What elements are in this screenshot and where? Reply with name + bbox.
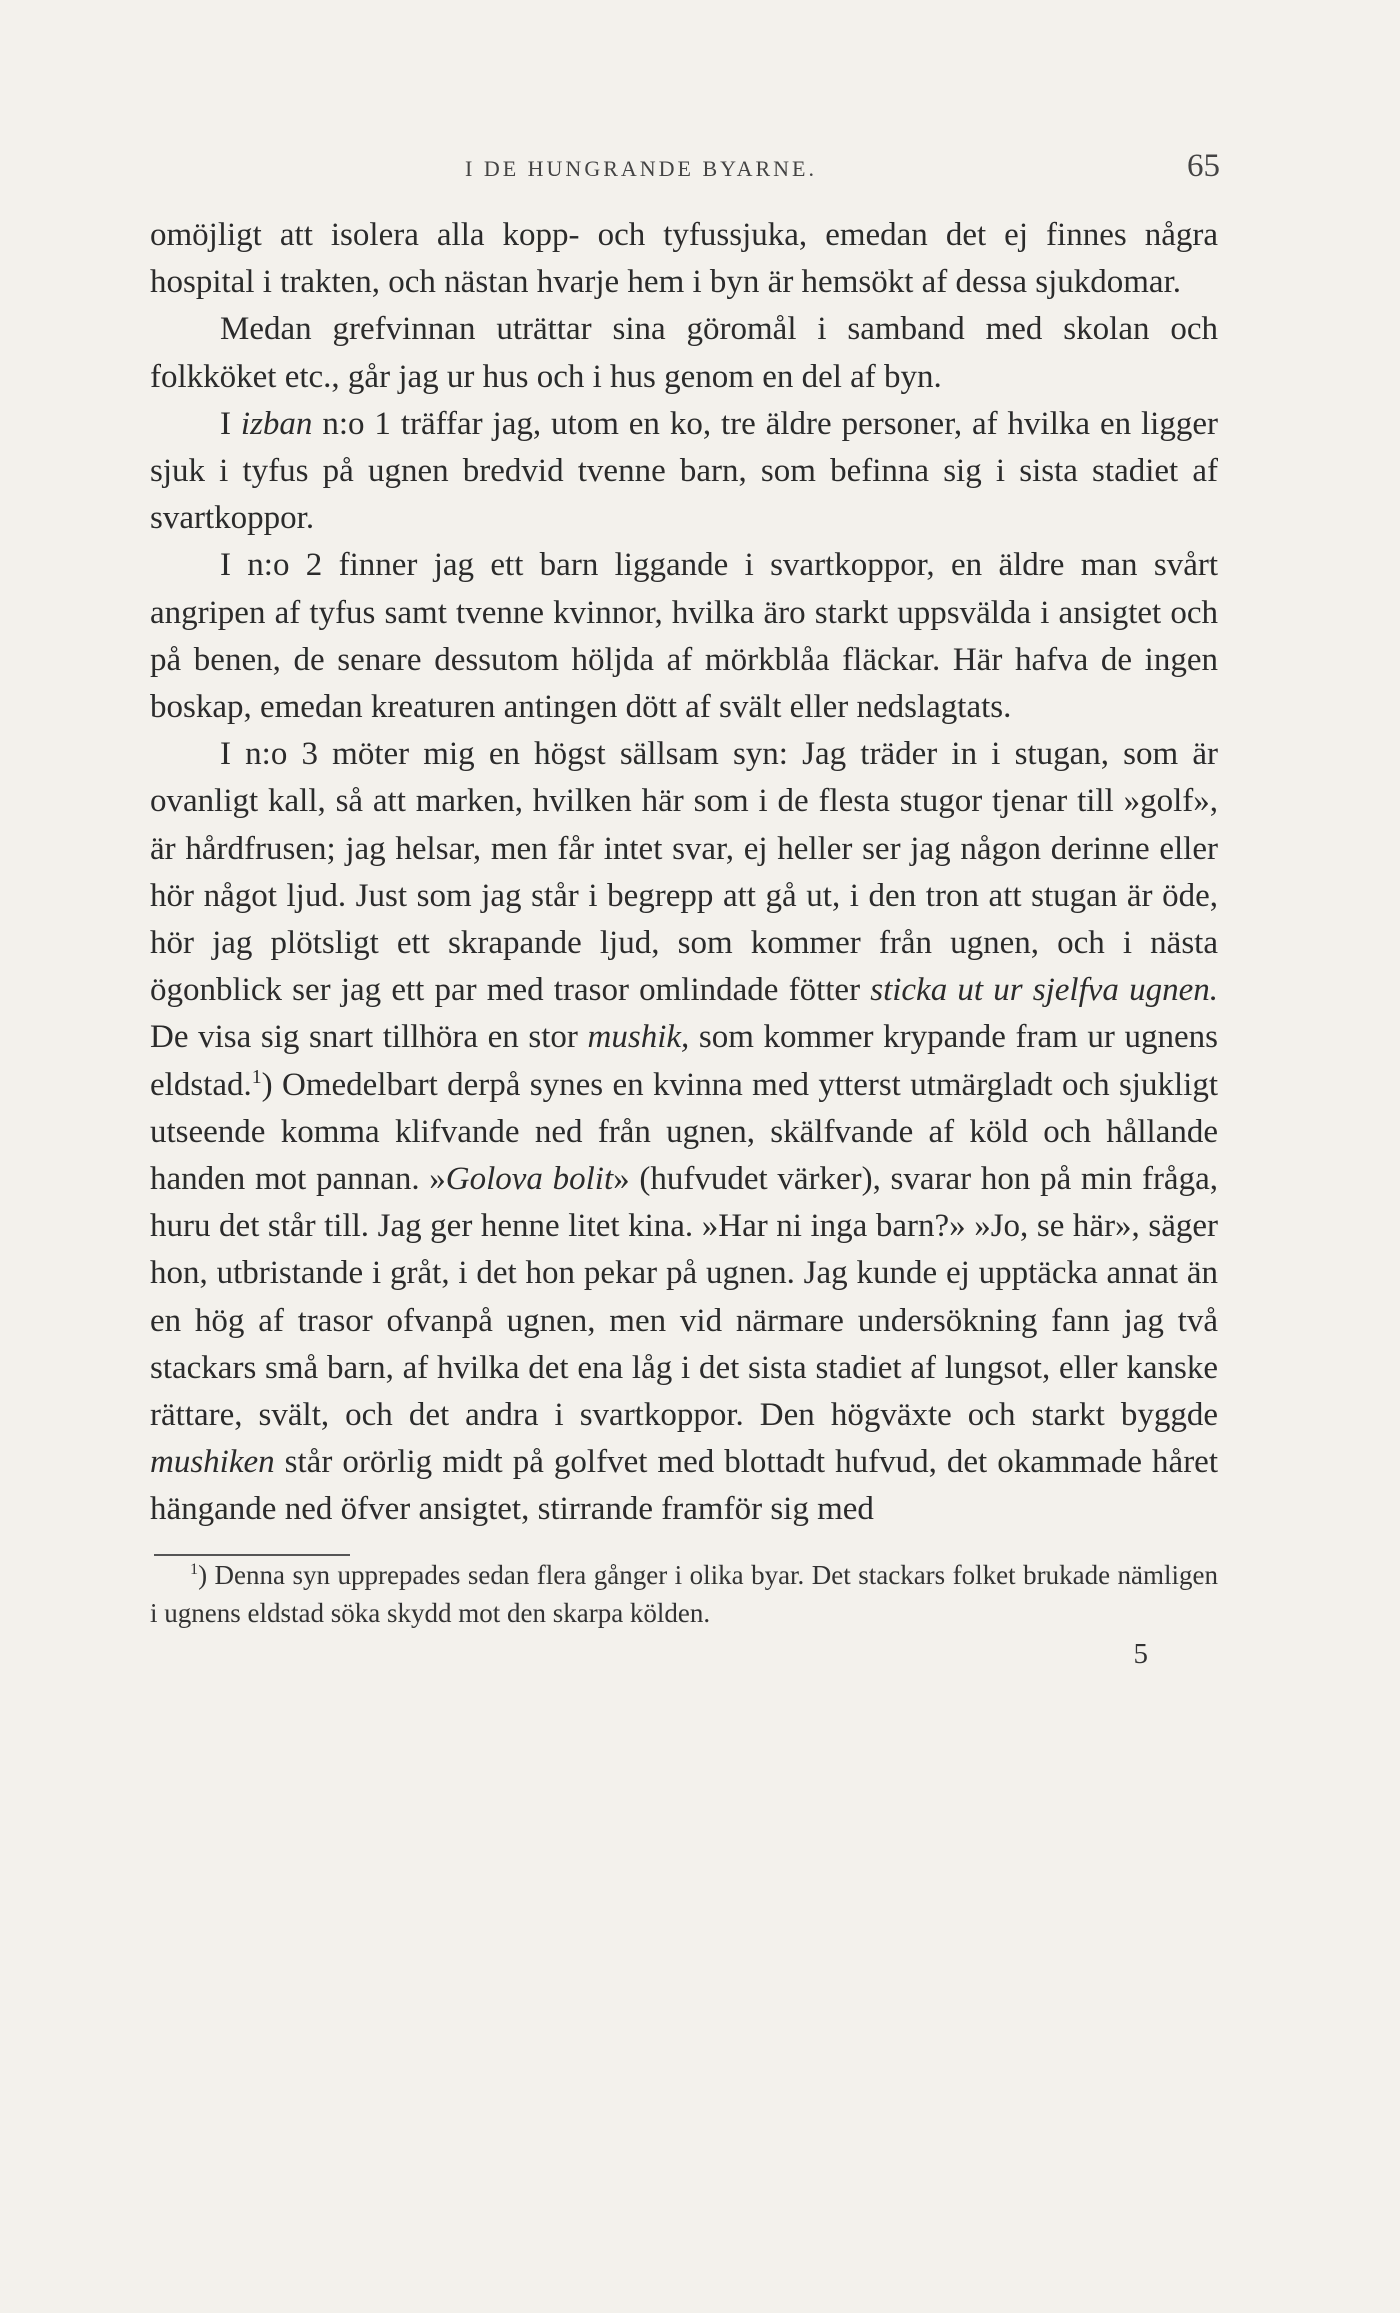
paragraph — [150, 401, 1218, 543]
italic-term: mushik, — [587, 1019, 690, 1056]
paragraph-text: I n:o 3 möter mig en högst sällsam syn: Jag träder in i stugan, som är ovanligt kall, så att marken, hvilken här som i de flesta stugor tjenar till »golf», är hårdfrusen; jag helsar, men får intet svar, ej heller ser jag någon derinne eller hör något ljud. Just som jag står i begrepp att gå ut, i den tron att stugan är öde, hör jag plötsligt ett skrapande ljud, som kommer från ugnen, och i nästa ögonblick ser jag ett par med trasor omlindade fötter — [150, 736, 1218, 1009]
footnote-text: ) Denna syn upprepades sedan flera gånger i olika byar. Det stackars folket brukade nämligen i ugnens eldstad söka skydd mot den skarpa kölden. — [150, 1559, 1218, 1628]
paragraph-text: n:o 1 träffar jag, utom en ko, tre äldre personer, af hvilka en ligger sjuk i tyfus på ugnen bredvid tvenne barn, som befinna sig i sista stadiet af svartkoppor. — [150, 405, 1218, 537]
paragraph-text: står orörlig midt på golfvet med blottadt hufvud, det okammade håret hängande ned öfver ansigtet, stirrande framför sig med — [150, 1444, 1218, 1528]
paragraph-text: ) Omedelbart derpå synes en kvinna med ytterst utmärgladt och sjukligt utseende komma klifvande ned från ugnen, skälfvande af köld och hållande handen mot pannan. » — [150, 1066, 1218, 1198]
paragraph — [150, 542, 1218, 731]
paragraph-text: » (hufvudet värker), svarar hon på min fråga, huru det står till. Jag ger henne litet kina. »Har ni inga barn?» »Jo, se här», säger hon, utbristande i gråt, i det hon pekar på ugnen. Jag kunde ej upptäcka annat än en hög af trasor ofvanpå ugnen, men vid närmare undersökning fann jag två stackars små barn, af hvilka det ena låg i det sista stadiet af lungsot, eller kanske rättare, svält, och det andra i svartkoppor. Den högväxte och starkt byggde — [150, 1161, 1218, 1434]
paragraph-continuation — [150, 212, 1218, 306]
paragraph — [150, 306, 1218, 400]
footnote-reference: 1 — [251, 1065, 262, 1088]
paragraph-text: De visa sig snart tillhöra en stor — [150, 1019, 588, 1056]
italic-term: izban — [240, 405, 313, 442]
signature-mark: 5 — [1133, 1637, 1148, 1670]
paragraph-text: I — [220, 405, 241, 442]
footnote-marker: 1 — [190, 1559, 199, 1578]
italic-phrase: Golova bolit — [445, 1161, 614, 1198]
paragraph-text: omöjligt att isolera alla kopp- och tyfussjuka, emedan det ej finnes några hospital i trakten, och nästan hvarje hem i byn är hemsökt af dessa sjukdomar. — [150, 217, 1218, 301]
footnotes — [150, 1556, 1218, 1632]
footnote — [150, 1556, 1218, 1632]
running-head — [150, 140, 1218, 200]
paragraph-text: Medan grefvinnan uträttar sina göromål i samband med skolan och folkköket etc., går jag ur hus och i hus genom en del af byn. — [150, 311, 1218, 395]
running-title: I DE HUNGRANDE BYARNE. — [465, 156, 817, 181]
book-page — [150, 140, 1218, 1671]
body-text — [150, 212, 1218, 1534]
page-number: 65 — [1187, 148, 1220, 184]
italic-term: mushiken — [150, 1444, 275, 1481]
paragraph — [150, 731, 1218, 1533]
italic-phrase: sticka ut ur sjelfva ugnen. — [870, 972, 1218, 1009]
paragraph-text: som kommer krypande fram ur ugnens eldstad. — [150, 1019, 1218, 1103]
paragraph-text: I n:o 2 finner jag ett barn liggande i svartkoppor, en äldre man svårt angripen af tyfus samt tvenne kvinnor, hvilka äro starkt uppsvälda i ansigtet och på benen, de senare dessutom höljda af mörkblåa fläckar. Här hafva de ingen boskap, emedan kreaturen antingen dött af svält eller nedslagtats. — [150, 547, 1218, 726]
